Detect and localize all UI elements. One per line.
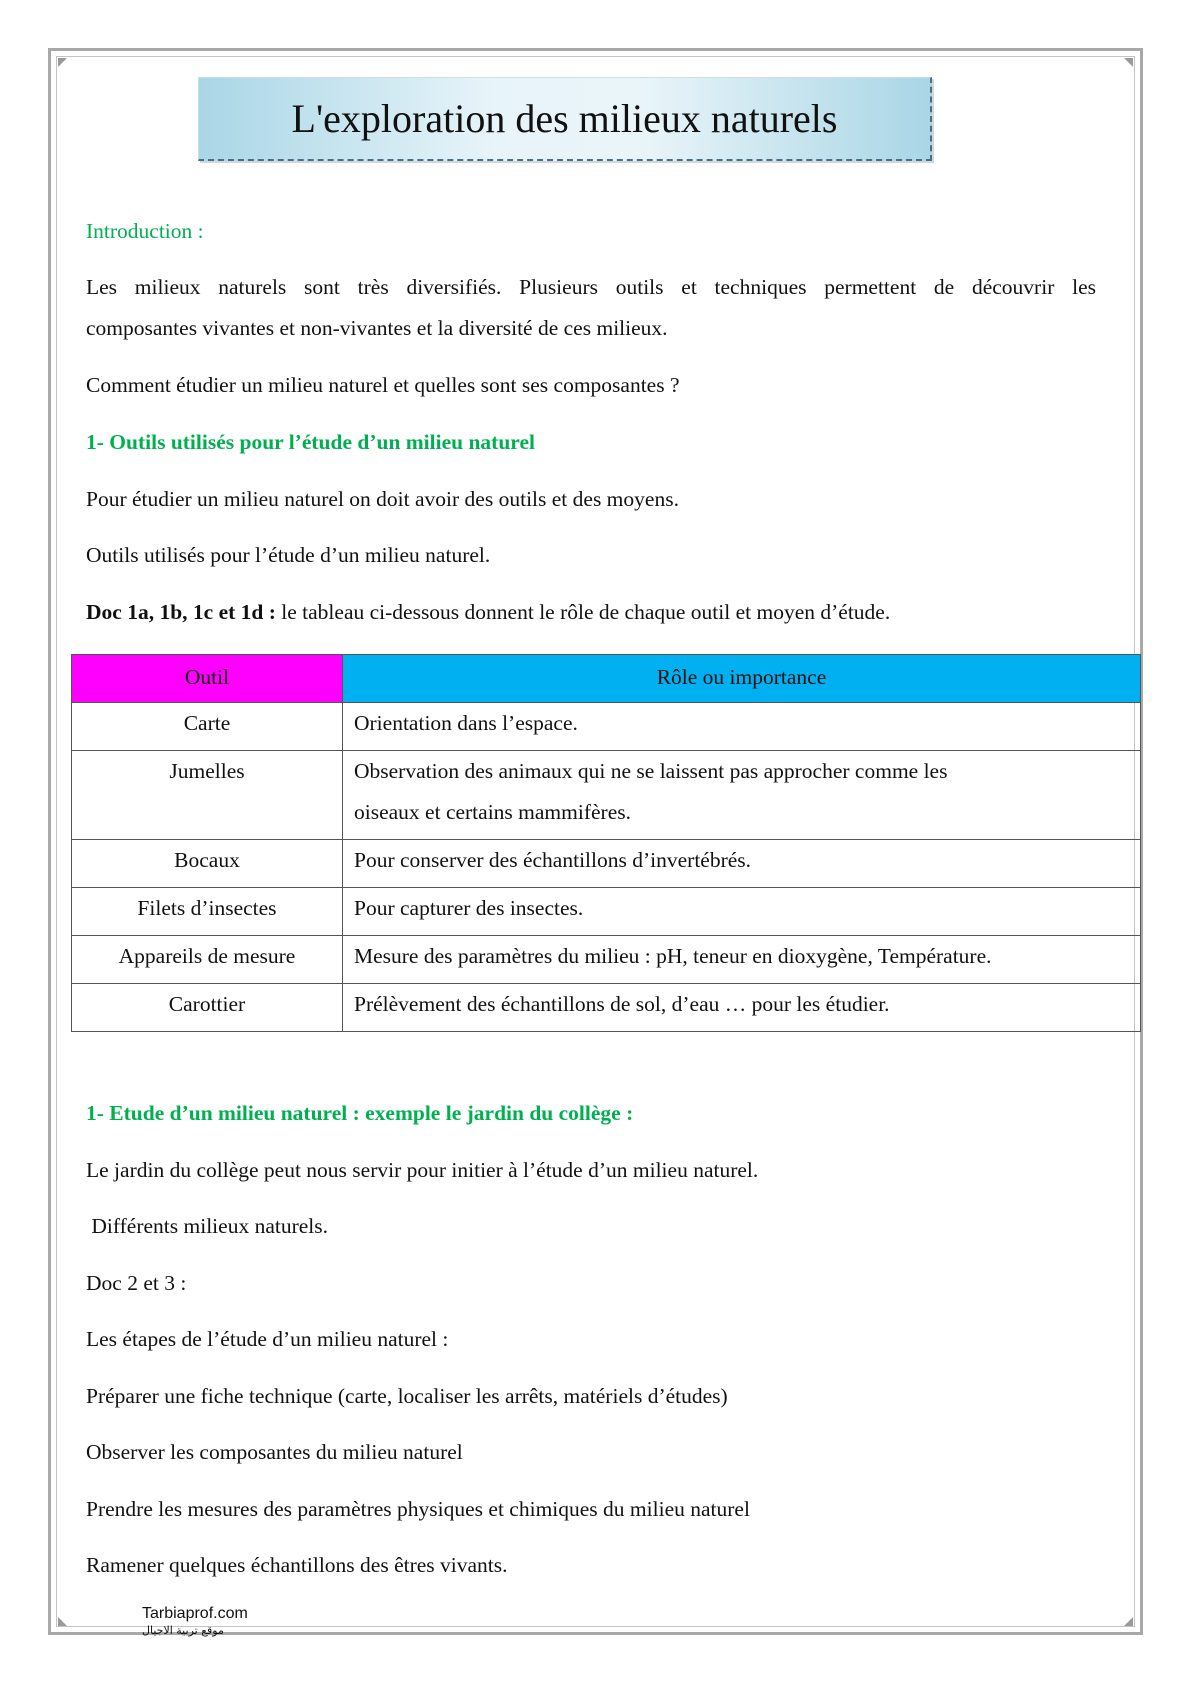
section2-paragraph-1: Le jardin du collège peut nous servir pour initier à l’étude d’un milieu naturel.	[86, 1158, 759, 1182]
tool-cell: Filets d’insectes	[72, 888, 343, 936]
corner-mark-bottom-left	[58, 1617, 67, 1626]
doc-text: le tableau ci-dessous donnent le rôle de chaque outil et moyen d’étude.	[275, 600, 891, 624]
title-box	[198, 77, 932, 161]
corner-mark-bottom-right	[1124, 1617, 1133, 1626]
role-cell: Orientation dans l’espace.	[343, 703, 1141, 751]
corner-mark-top-left	[58, 58, 67, 67]
footer-site-arabic: موقع تربية الاجيال	[142, 1624, 224, 1637]
table-row	[72, 984, 1141, 1032]
table-row	[72, 703, 1141, 751]
intro-heading: Introduction :	[86, 219, 204, 243]
role-cell: Pour capturer des insectes.	[343, 888, 1141, 936]
doc-description	[86, 597, 1096, 627]
role-cell: Pour conserver des échantillons d’invertébrés.	[343, 840, 1141, 888]
intro-question: Comment étudier un milieu naturel et quelles sont ses composantes ?	[86, 373, 680, 397]
section2-paragraph-8: Ramener quelques échantillons des êtres vivants.	[86, 1553, 508, 1577]
tool-cell: Appareils de mesure	[72, 936, 343, 984]
footer-site: Tarbiaprof.com	[142, 1605, 248, 1622]
table-row	[72, 751, 1141, 840]
role-cell-line1: Observation des animaux qui ne se laissent pas approcher comme les	[354, 759, 948, 783]
section1-paragraph-1: Pour étudier un milieu naturel on doit avoir des outils et des moyens.	[86, 487, 679, 511]
section1-heading: 1- Outils utilisés pour l’étude d’un milieu naturel	[86, 430, 535, 454]
table-header-row	[72, 655, 1141, 703]
role-cell-line2: oiseaux et certains mammifères.	[354, 800, 632, 824]
section2-paragraph-7: Prendre les mesures des paramètres physiques et chimiques du milieu naturel	[86, 1497, 750, 1521]
role-cell: Prélèvement des échantillons de sol, d’eau … pour les étudier.	[343, 984, 1141, 1032]
tool-cell: Bocaux	[72, 840, 343, 888]
table-row	[72, 840, 1141, 888]
page-title: L'exploration des milieux naturels	[291, 96, 838, 141]
tools-table	[71, 654, 1141, 1032]
intro-paragraph-line1: Les milieux naturels sont très diversifiés. Plusieurs outils et techniques permettent de découvrir les	[86, 275, 1096, 299]
tool-cell: Carte	[72, 703, 343, 751]
tool-cell: Carottier	[72, 984, 343, 1032]
section2-paragraph-6: Observer les composantes du milieu naturel	[86, 1440, 463, 1464]
section1-paragraph-2: Outils utilisés pour l’étude d’un milieu naturel.	[86, 543, 491, 567]
section2-paragraph-3: Doc 2 et 3 :	[86, 1271, 187, 1295]
doc-label: Doc 1a, 1b, 1c et 1d :	[86, 600, 276, 624]
intro-paragraph-line2: composantes vivantes et non-vivantes et la diversité de ces milieux.	[86, 316, 668, 340]
table-row	[72, 888, 1141, 936]
role-cell	[343, 751, 1141, 840]
header-role: Rôle ou importance	[343, 655, 1141, 703]
section2-heading: 1- Etude d’un milieu naturel : exemple le jardin du collège :	[86, 1101, 634, 1125]
section2-paragraph-4: Les étapes de l’étude d’un milieu naturel :	[86, 1327, 449, 1351]
header-tool: Outil	[72, 655, 343, 703]
table-row	[72, 936, 1141, 984]
corner-mark-top-right	[1124, 58, 1133, 67]
section2-paragraph-2: Différents milieux naturels.	[86, 1214, 329, 1238]
tool-cell: Jumelles	[72, 751, 343, 840]
role-cell: Mesure des paramètres du milieu : pH, teneur en dioxygène, Température.	[343, 936, 1141, 984]
section2-paragraph-5: Préparer une fiche technique (carte, localiser les arrêts, matériels d’études)	[86, 1384, 728, 1408]
